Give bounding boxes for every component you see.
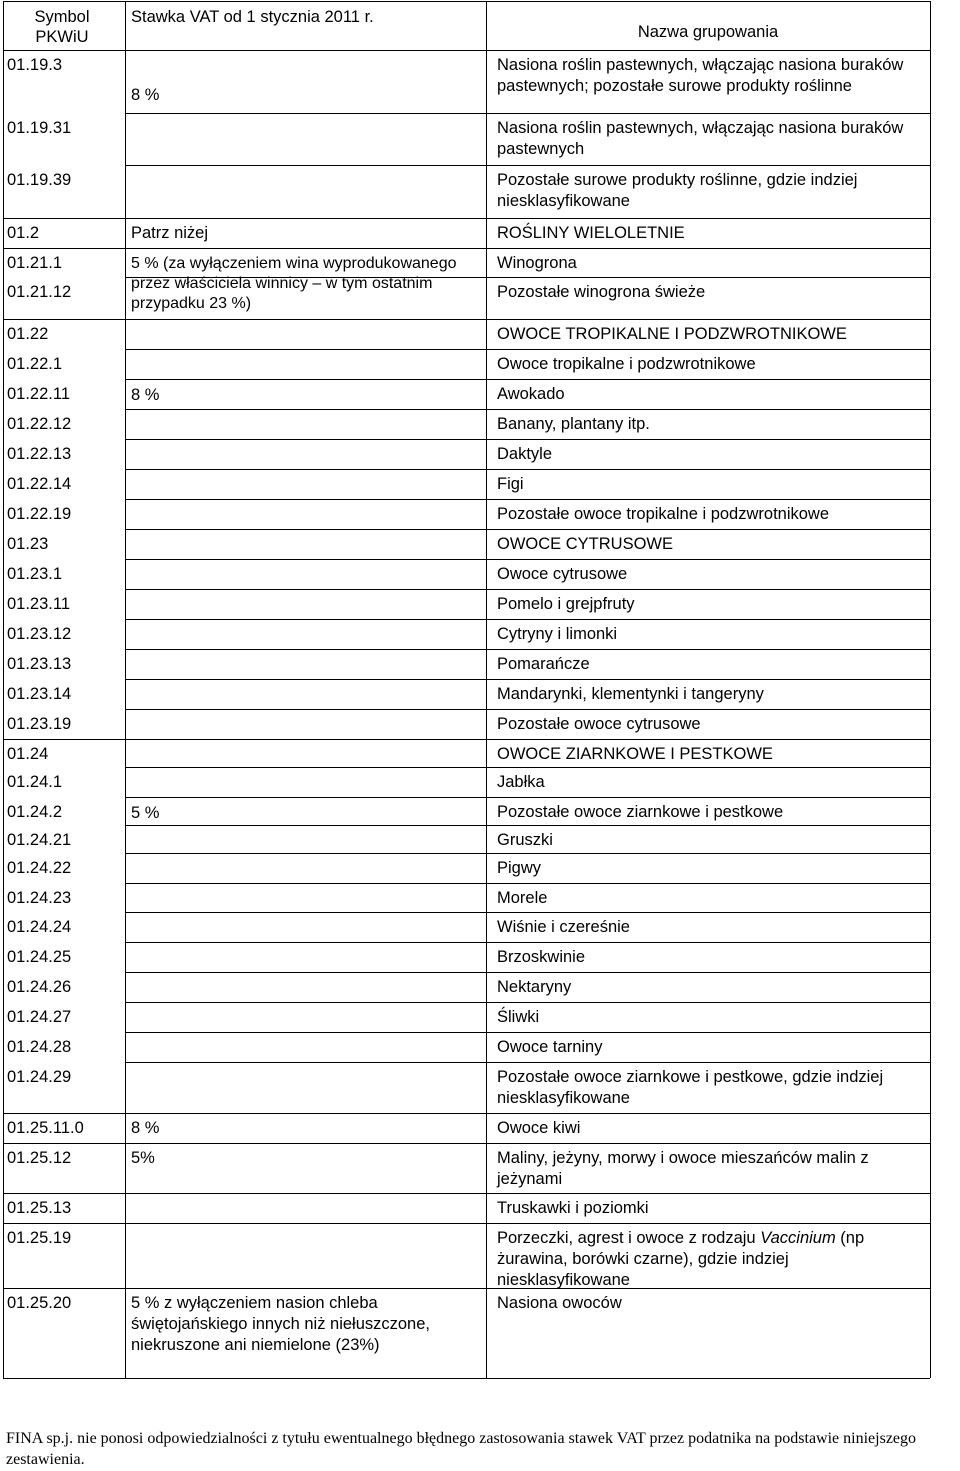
row-divider [125, 349, 930, 350]
row-name: Morele [497, 889, 548, 907]
row-name: Gruszki [497, 831, 553, 849]
row-divider [125, 883, 930, 884]
row-name: Pomarańcze [497, 655, 590, 673]
row-divider [125, 912, 930, 913]
row-divider [125, 797, 930, 798]
row-divider [125, 1032, 930, 1033]
row-code: 01.22 [7, 325, 49, 343]
row-divider [125, 972, 930, 973]
merged-rate-cell: 8 % [131, 86, 160, 104]
row-code: 01.24.28 [7, 1038, 72, 1056]
row-name: Nasiona roślin pastewnych, włączając nasiona buraków pastewnych [497, 119, 904, 158]
row-name: Figi [497, 475, 524, 493]
row-name [497, 1228, 917, 1291]
row-code: 01.25.11.0 [7, 1119, 84, 1137]
row-divider [125, 679, 930, 680]
row-divider [125, 1002, 930, 1003]
row-name: Truskawki i poziomki [497, 1199, 649, 1217]
header-rate: Stawka VAT od 1 stycznia 2011 r. [131, 8, 374, 26]
row-name: Pozostałe surowe produkty roślinne, gdzie indziej niesklasyfikowane [497, 171, 858, 210]
row-code: 01.24.22 [7, 859, 72, 877]
row-code: 01.23.13 [7, 655, 72, 673]
merged-rate-cell: 5 % (za wyłączeniem wina wyprodukowanego przez właściciela winnicy – w tym ostatnim przypadku 23 %) [131, 255, 457, 312]
row-name: Owoce tropikalne i podzwrotnikowe [497, 355, 756, 373]
row-divider [125, 767, 930, 768]
row-code: 01.24.27 [7, 1008, 72, 1026]
row-name: Nasiona owoców [497, 1294, 622, 1312]
row-name: Nasiona roślin pastewnych, włączając nasiona buraków pastewnych; pozostałe surowe produkty roślinne [497, 56, 904, 95]
table-border-left [3, 1, 4, 1378]
row-divider [125, 589, 930, 590]
row-rate: 5% [131, 1149, 155, 1167]
row-name: Daktyle [497, 445, 553, 463]
row-divider [125, 409, 930, 410]
row-code: 01.25.13 [7, 1199, 72, 1217]
row-name-italic: Vaccinium [760, 1229, 836, 1247]
row-code: 01.24.23 [7, 889, 72, 907]
merged-rate-cell: 5 % [131, 804, 160, 822]
header-divider [3, 50, 930, 51]
row-code: 01.25.12 [7, 1149, 72, 1167]
row-divider [125, 379, 930, 380]
row-code: 01.24.25 [7, 948, 72, 966]
row-code: 01.23.19 [7, 715, 72, 733]
row-divider [125, 559, 930, 560]
row-divider [3, 1193, 930, 1194]
row-divider [3, 1223, 930, 1224]
row-divider [3, 319, 930, 320]
row-code: 01.19.31 [7, 119, 72, 137]
row-name: Mandarynki, klementynki i tangeryny [497, 685, 764, 703]
column-divider [125, 1, 126, 1378]
row-divider [125, 709, 930, 710]
row-divider [125, 619, 930, 620]
row-name: OWOCE TROPIKALNE I PODZWROTNIKOWE [497, 325, 847, 343]
row-code: 01.24.1 [7, 773, 63, 791]
row-divider [125, 825, 930, 826]
row-name-part: Porzeczki, agrest i owoce z rodzaju [497, 1229, 761, 1247]
row-divider [3, 218, 930, 219]
row-code: 01.19.3 [7, 56, 63, 74]
row-name: Pozostałe owoce ziarnkowe i pestkowe, gdzie indziej niesklasyfikowane [497, 1068, 884, 1107]
row-name: Pozostałe winogrona świeże [497, 283, 706, 301]
row-name: Winogrona [497, 254, 577, 272]
row-divider [125, 113, 930, 114]
row-divider [3, 1113, 930, 1114]
table-border-top [3, 1, 930, 2]
row-divider [3, 1143, 930, 1144]
row-code: 01.23 [7, 535, 49, 553]
row-divider [125, 649, 930, 650]
row-code: 01.22.11 [7, 385, 71, 403]
row-code: 01.23.1 [7, 565, 63, 583]
row-name: Nektaryny [497, 978, 572, 996]
row-code: 01.22.19 [7, 505, 72, 523]
row-name: Wiśnie i czereśnie [497, 918, 630, 936]
row-code: 01.22.14 [7, 475, 72, 493]
row-rate: 5 % z wyłączeniem nasion chleba świętojańskiego innych niż niełuszczone, niekruszone ani niemielone (23%) [131, 1294, 430, 1354]
row-rate: 8 % [131, 1119, 160, 1137]
header-name: Nazwa grupowania [637, 23, 779, 41]
row-code: 01.24.21 [7, 831, 72, 849]
row-code: 01.22.13 [7, 445, 72, 463]
row-divider [125, 942, 930, 943]
row-name: Pozostałe owoce cytrusowe [497, 715, 701, 733]
disclaimer-footer: FINA sp.j. nie ponosi odpowiedzialności z tytułu ewentualnego błędnego zastosowania stawek VAT przez podatnika na podstawie niniejszego zestawienia. [6, 1430, 917, 1468]
row-code: 01.25.20 [7, 1294, 72, 1312]
row-name: Śliwki [497, 1008, 540, 1026]
row-name: OWOCE ZIARNKOWE I PESTKOWE [497, 745, 773, 763]
row-name: Owoce cytrusowe [497, 565, 628, 583]
row-code: 01.23.14 [7, 685, 72, 703]
row-name: ROŚLINY WIELOLETNIE [497, 224, 685, 242]
row-name: Owoce kiwi [497, 1119, 581, 1137]
row-code: 01.23.11 [7, 595, 71, 613]
row-code: 01.2 [7, 224, 40, 242]
row-code: 01.22.12 [7, 415, 72, 433]
row-divider [125, 499, 930, 500]
row-name: Maliny, jeżyny, morwy i owoce mieszańców malin z jeżynami [497, 1149, 869, 1188]
row-code: 01.24.29 [7, 1068, 72, 1086]
row-name: Awokado [497, 385, 565, 403]
row-code: 01.22.1 [7, 355, 63, 373]
row-name: Pozostałe owoce tropikalne i podzwrotnikowe [497, 505, 830, 523]
row-name: Pozostałe owoce ziarnkowe i pestkowe [497, 803, 784, 821]
row-divider [125, 853, 930, 854]
row-name: Cytryny i limonki [497, 625, 618, 643]
row-code: 01.24.26 [7, 978, 72, 996]
row-divider [125, 469, 930, 470]
row-name-part: (np żurawina, borówki czarne), gdzie indziej niesklasyfikowane [497, 1229, 865, 1289]
row-name: Owoce tarniny [497, 1038, 603, 1056]
vat-rates-table [3, 1, 930, 1378]
row-code: 01.23.12 [7, 625, 72, 643]
row-code: 01.19.39 [7, 171, 72, 189]
row-code: 01.24.24 [7, 918, 72, 936]
header-symbol: Symbol PKWiU [34, 8, 90, 46]
row-name: Jabłka [497, 773, 545, 791]
row-code: 01.25.19 [7, 1229, 72, 1247]
merged-rate-cell: 8 % [131, 386, 160, 404]
row-divider [3, 739, 930, 740]
row-code: 01.21.12 [7, 283, 72, 301]
row-name: Banany, plantany itp. [497, 415, 650, 433]
table-border-right [930, 1, 931, 1378]
row-code: 01.24 [7, 745, 49, 763]
row-name: OWOCE CYTRUSOWE [497, 535, 673, 553]
row-name: Pomelo i grejpfruty [497, 595, 635, 613]
row-divider [125, 1062, 930, 1063]
row-code: 01.21.1 [7, 254, 63, 272]
row-divider [3, 248, 930, 249]
row-name: Brzoskwinie [497, 948, 586, 966]
row-name: Pigwy [497, 859, 542, 877]
row-divider [125, 529, 930, 530]
row-divider [125, 165, 930, 166]
row-code: 01.24.2 [7, 803, 63, 821]
row-rate: Patrz niżej [131, 224, 209, 242]
table-border-bottom [3, 1378, 930, 1379]
row-divider [125, 439, 930, 440]
column-divider [486, 1, 487, 1378]
